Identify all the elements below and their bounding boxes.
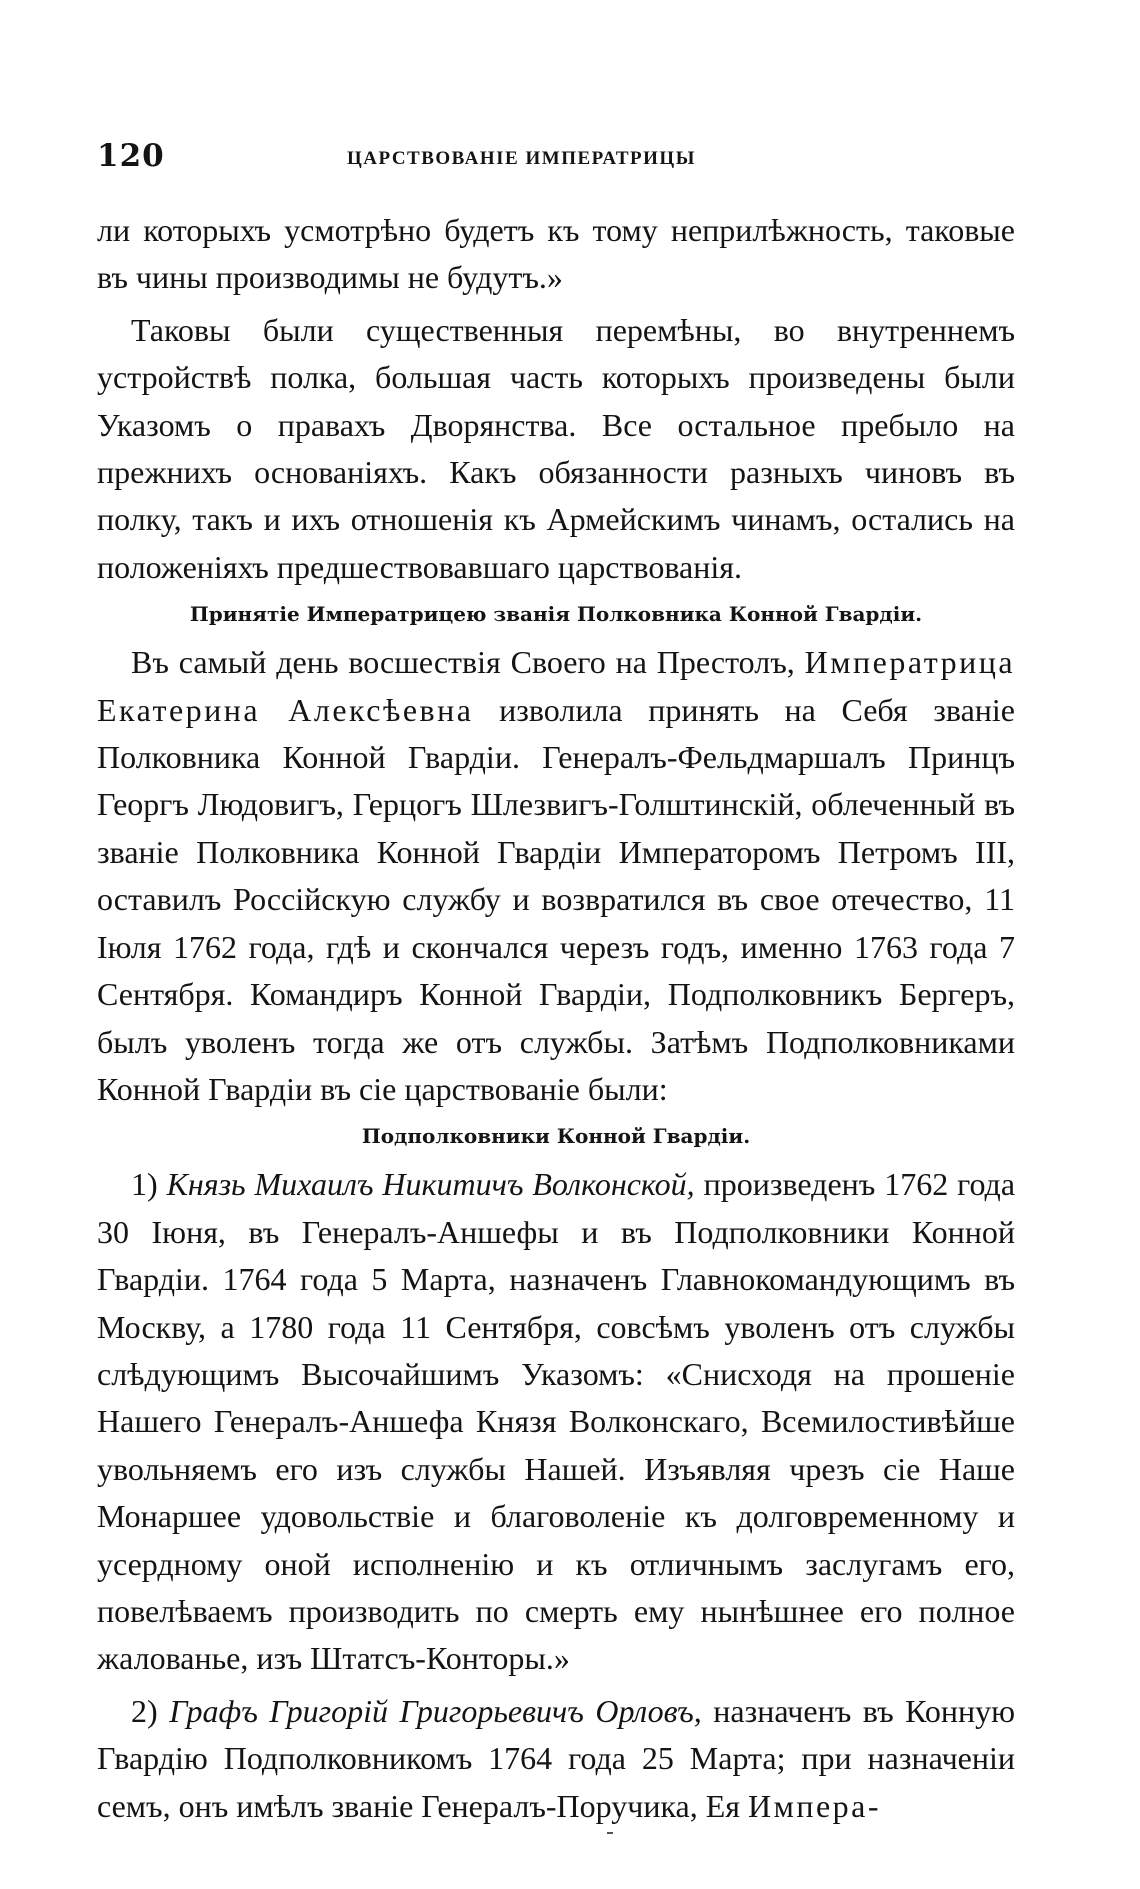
entry-text: назначенъ въ Конную Гвардію Подполковникомъ 1764 года 25 Марта; при назначеніи семъ, онъ имѣлъ званіе Генералъ-Поручика, Ея <box>97 1692 1016 1824</box>
running-title: ЦАРСТВОВАНІЕ ИМПЕРАТРИЦЫ <box>347 148 696 169</box>
paragraph-continuation <box>97 207 1015 302</box>
page-number: 120 <box>97 138 165 174</box>
entry-volkonsky <box>97 1161 1015 1682</box>
paragraph-text: ли которыхъ усмотрѣно будетъ къ тому неприлѣжность, таковые въ чины производимы не будутъ.» <box>97 212 1015 296</box>
entry-number: 2) <box>131 1692 158 1729</box>
paragraph-text: изволила принять на Себя званіе Полковника Конной Гвардіи. Генералъ-Фельдмаршалъ Принцъ Георгъ Людовигъ, Герцогъ Шлезвигъ-Голштинскій, облеченный въ званіе Полковника Конной Гвардіи Императоромъ Петромъ III, оставилъ Россійскую службу и возвратился въ свое отечество, 11 Іюля 1762 года, гдѣ и скончался черезъ годъ, именно 1763 года 7 Сентября. Командиръ Конной Гвардіи, Подполковникъ Бергеръ, былъ уволенъ тогда же отъ службы. Затѣмъ Подполковниками Конной Гвардіи въ сіе царствованіе были: <box>97 691 1016 1107</box>
running-head <box>97 138 1033 178</box>
empress-name: Императрица Екатерина Алексѣевна <box>97 644 1016 728</box>
section-heading-colonel: Принятіе Императрицею званія Полковника Конной Гвардіи. <box>189 602 923 627</box>
paragraph-reforms <box>97 307 1015 591</box>
printer-mark <box>607 1832 613 1834</box>
entry-orlov <box>97 1688 1015 1830</box>
section-heading-lt-colonels: Подполковники Конной Гвардіи. <box>361 1124 751 1149</box>
paragraph-text: Таковы были существенныя перемѣны, во внутреннемъ устройствѣ полка, большая часть которыхъ произведены были Указомъ о правахъ Дворянства. Все остальное пребыло на прежнихъ основаніяхъ. Какъ обязанности разныхъ чиновъ въ полку, такъ и ихъ отношенія къ Армейскимъ чинамъ, остались на положеніяхъ предшествовавшаго царствованія. <box>97 311 1015 585</box>
paragraph-text: Въ самый день восшествія Своего на Престолъ, <box>131 644 795 681</box>
entry-number: 1) <box>131 1166 158 1203</box>
entry-text: произведенъ 1762 года 30 Іюня, въ Генералъ-Аншефы и въ Подполковники Конной Гвардіи. 1764 года 5 Марта, назначенъ Главнокомандующимъ въ Москву, а 1780 года 11 Сентября, совсѣмъ уволенъ отъ службы слѣдующимъ Высочайшимъ Указомъ: «Снисходя на прошеніе Нашего Генералъ-Аншефа Князя Волконскаго, Всемилостивѣйше увольняемъ его изъ службы Нашей. Изъявляя чрезъ сіе Наше Монаршее удовольствіе и благоволеніе къ долговременному и усердному оной исполненію и къ отличнымъ заслугамъ его, повелѣваемъ производить по смерть ему нынѣшнее его полное жалованье, изъ Штатсъ-Конторы.» <box>97 1166 1016 1677</box>
entry-name: Графъ Григорій Григорьевичъ Орловъ, <box>169 1692 702 1729</box>
entry-name: Князь Михаилъ Никитичъ Волконской, <box>166 1166 695 1203</box>
entry-text-spaced: Импера- <box>747 1787 882 1824</box>
text-block <box>97 207 1015 1835</box>
paragraph-accession <box>97 639 1015 1113</box>
